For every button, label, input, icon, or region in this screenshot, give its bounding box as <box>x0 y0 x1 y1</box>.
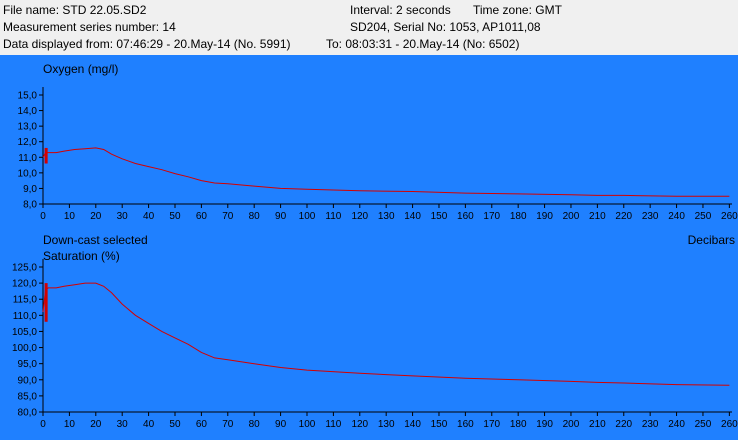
oxygen-x-tick-label: 20 <box>90 211 102 222</box>
oxygen-x-tick-label: 60 <box>195 211 207 222</box>
saturation-x-tick-label: 200 <box>562 419 580 430</box>
oxygen-y-tick-label: 10,0 <box>17 168 37 180</box>
series-number: Measurement series number: 14 <box>3 20 176 34</box>
oxygen-x-tick-label: 190 <box>536 211 553 222</box>
saturation-x-tick-label: 50 <box>169 419 181 430</box>
saturation-x-tick-label: 100 <box>298 419 316 430</box>
oxygen-x-tick-label: 160 <box>457 211 474 222</box>
oxygen-x-tick-label: 240 <box>668 211 685 222</box>
saturation-x-tick-label: 210 <box>589 419 606 430</box>
cast-label: Down-cast selected <box>43 233 148 247</box>
saturation-x-tick-label: 130 <box>377 419 395 430</box>
oxygen-x-tick-label: 0 <box>40 211 46 222</box>
saturation-y-tick-label: 125,0 <box>11 262 37 274</box>
saturation-x-tick-label: 90 <box>275 419 287 430</box>
displayed-to: To: 08:03:31 - 20.May-14 (No: 6502) <box>326 37 520 51</box>
saturation-x-tick-label: 220 <box>615 419 633 430</box>
saturation-x-tick-label: 170 <box>483 419 501 430</box>
oxygen-x-tick-label: 150 <box>430 211 448 222</box>
saturation-x-tick-label: 30 <box>116 419 128 430</box>
saturation-x-tick-label: 20 <box>90 419 102 430</box>
saturation-x-tick-label: 160 <box>457 419 474 430</box>
saturation-x-tick-label: 180 <box>509 419 527 430</box>
saturation-x-tick-label: 250 <box>694 419 712 430</box>
saturation-y-tick-label: 95,0 <box>17 359 37 371</box>
oxygen-x-tick-label: 140 <box>404 211 421 222</box>
oxygen-y-tick-label: 15,0 <box>17 90 37 102</box>
oxygen-x-tick-label: 40 <box>143 211 155 222</box>
saturation-x-tick-label: 140 <box>404 419 421 430</box>
oxygen-x-tick-label: 90 <box>275 211 287 222</box>
oxygen-x-tick-label: 180 <box>509 211 527 222</box>
saturation-y-tick-label: 80,0 <box>17 407 37 419</box>
oxygen-x-tick-label: 260 <box>721 211 738 222</box>
oxygen-chart-title: Oxygen (mg/l) <box>43 62 119 76</box>
oxygen-x-tick-label: 250 <box>694 211 712 222</box>
displayed-from: Data displayed from: 07:46:29 - 20.May-14 (No. 5991) <box>3 37 291 51</box>
oxygen-x-tick-label: 210 <box>589 211 606 222</box>
plots-svg <box>0 55 738 435</box>
saturation-x-tick-label: 60 <box>195 419 207 430</box>
saturation-y-tick-label: 105,0 <box>11 326 37 338</box>
saturation-y-tick-label: 85,0 <box>17 391 37 403</box>
oxygen-noise-spike <box>45 148 48 164</box>
oxygen-y-tick-label: 9,0 <box>23 183 37 195</box>
saturation-chart <box>12 249 738 430</box>
oxygen-x-tick-label: 10 <box>63 211 75 222</box>
saturation-x-tick-label: 10 <box>63 419 75 430</box>
saturation-x-tick-label: 120 <box>351 419 369 430</box>
file-info-header <box>0 0 738 55</box>
oxygen-chart <box>18 62 738 222</box>
oxygen-x-tick-label: 200 <box>562 211 580 222</box>
saturation-x-tick-label: 80 <box>248 419 260 430</box>
saturation-y-tick-label: 115,0 <box>12 294 37 306</box>
oxygen-x-tick-label: 170 <box>483 211 501 222</box>
saturation-x-tick-label: 190 <box>536 419 553 430</box>
oxygen-y-tick-label: 8,0 <box>23 199 37 211</box>
saturation-series-line <box>43 283 729 385</box>
saturation-x-tick-label: 240 <box>668 419 685 430</box>
saturation-y-tick-label: 110,0 <box>12 310 37 322</box>
oxygen-x-tick-label: 80 <box>248 211 260 222</box>
file-name: File name: STD 22.05.SD2 <box>3 3 147 17</box>
instrument-info: SD204, Serial No: 1053, AP1011,08 <box>350 20 541 34</box>
oxygen-x-tick-label: 130 <box>377 211 395 222</box>
oxygen-y-tick-label: 11,0 <box>18 152 37 164</box>
time-zone: Time zone: GMT <box>473 3 562 17</box>
oxygen-y-tick-label: 14,0 <box>17 106 37 118</box>
oxygen-y-tick-label: 13,0 <box>17 121 37 133</box>
saturation-x-tick-label: 150 <box>430 419 448 430</box>
saturation-x-tick-label: 70 <box>222 419 234 430</box>
plot-area <box>0 55 738 435</box>
interval: Interval: 2 seconds <box>350 3 451 17</box>
oxygen-x-tick-label: 30 <box>116 211 128 222</box>
oxygen-x-tick-label: 230 <box>641 211 659 222</box>
oxygen-x-tick-label: 50 <box>169 211 181 222</box>
saturation-chart-title: Saturation (%) <box>43 249 120 263</box>
saturation-y-tick-label: 90,0 <box>17 375 37 387</box>
oxygen-x-tick-label: 70 <box>222 211 234 222</box>
saturation-y-tick-label: 120,0 <box>11 278 37 290</box>
oxygen-x-tick-label: 220 <box>615 211 633 222</box>
oxygen-x-tick-label: 110 <box>325 211 342 222</box>
oxygen-series-line <box>43 148 729 196</box>
saturation-x-tick-label: 0 <box>40 419 46 430</box>
saturation-y-tick-label: 100,0 <box>11 343 37 355</box>
saturation-x-tick-label: 40 <box>143 419 155 430</box>
saturation-x-tick-label: 260 <box>721 419 738 430</box>
x-unit-label: Decibars <box>687 233 735 247</box>
oxygen-x-tick-label: 120 <box>351 211 369 222</box>
oxygen-y-tick-label: 12,0 <box>17 137 37 149</box>
saturation-x-tick-label: 110 <box>325 419 342 430</box>
oxygen-x-tick-label: 100 <box>298 211 316 222</box>
saturation-x-tick-label: 230 <box>641 419 659 430</box>
